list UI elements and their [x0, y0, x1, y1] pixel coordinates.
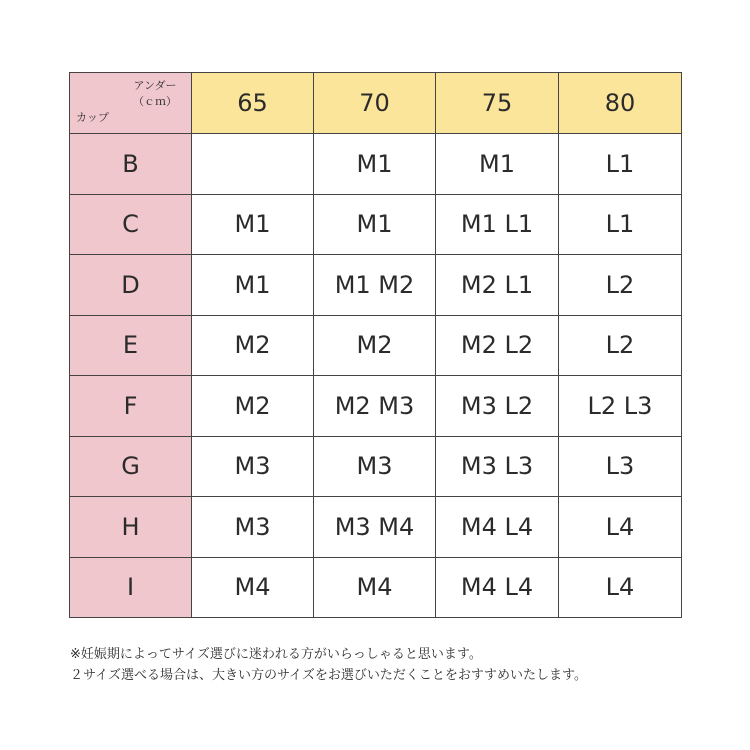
band-size-header: 80 — [559, 73, 682, 134]
size-cell: M4 — [314, 557, 436, 618]
header-row — [70, 73, 682, 134]
cup-label: カップ — [76, 111, 109, 124]
band-size-header: 65 — [192, 73, 314, 134]
size-cell: M4 L4 — [436, 497, 559, 558]
cup-size-cell: B — [70, 134, 192, 195]
size-cell: M1 — [314, 194, 436, 255]
size-cell: M3 — [314, 436, 436, 497]
size-cell: M2 L2 — [436, 315, 559, 376]
size-cell: L1 — [559, 194, 682, 255]
size-cell — [192, 134, 314, 195]
size-cell: L4 — [559, 497, 682, 558]
size-cell: M3 — [192, 436, 314, 497]
band-size-header: 70 — [314, 73, 436, 134]
size-cell: M1 — [436, 134, 559, 195]
band-size-header: 75 — [436, 73, 559, 134]
size-cell: M2 — [192, 315, 314, 376]
note-text: ２サイズ選べる場合は、大きい方のサイズをお選びいただくことをおすすめいたします。 — [70, 668, 588, 683]
size-cell: M1 M2 — [314, 255, 436, 316]
size-cell: L1 — [559, 134, 682, 195]
table-row — [70, 376, 682, 437]
cup-size-cell: H — [70, 497, 192, 558]
table-row — [70, 436, 682, 497]
size-cell: L4 — [559, 557, 682, 618]
size-cell: M3 L2 — [436, 376, 559, 437]
size-cell: L2 — [559, 255, 682, 316]
table-row — [70, 255, 682, 316]
size-cell: M3 L3 — [436, 436, 559, 497]
table-row — [70, 557, 682, 618]
size-cell: M1 — [314, 134, 436, 195]
table-row — [70, 134, 682, 195]
size-cell: M1 — [192, 194, 314, 255]
size-cell: M1 — [192, 255, 314, 316]
size-cell: M1 L1 — [436, 194, 559, 255]
table-row — [70, 315, 682, 376]
size-cell: L2 — [559, 315, 682, 376]
note-text: ※妊娠期によってサイズ選びに迷われる方がいらっしゃると思います。 — [70, 647, 482, 662]
size-cell: M2 — [314, 315, 436, 376]
table-row — [70, 497, 682, 558]
cup-size-cell: E — [70, 315, 192, 376]
size-cell: M3 — [192, 497, 314, 558]
cup-size-cell: F — [70, 376, 192, 437]
size-chart-table — [69, 72, 682, 618]
table-row — [70, 194, 682, 255]
size-cell: M4 L4 — [436, 557, 559, 618]
under-label — [133, 78, 177, 110]
unit-label-text: （ｃｍ） — [133, 95, 177, 108]
size-cell: M2 L1 — [436, 255, 559, 316]
size-cell: M2 — [192, 376, 314, 437]
cup-size-cell: D — [70, 255, 192, 316]
size-cell: M4 — [192, 557, 314, 618]
cup-size-cell: I — [70, 557, 192, 618]
size-cell: L2 L3 — [559, 376, 682, 437]
size-cell: M2 M3 — [314, 376, 436, 437]
size-cell: M3 M4 — [314, 497, 436, 558]
cup-size-cell: G — [70, 436, 192, 497]
cup-size-cell: C — [70, 194, 192, 255]
under-label-text: アンダー — [133, 79, 177, 92]
size-cell: L3 — [559, 436, 682, 497]
corner-cell — [70, 73, 192, 134]
